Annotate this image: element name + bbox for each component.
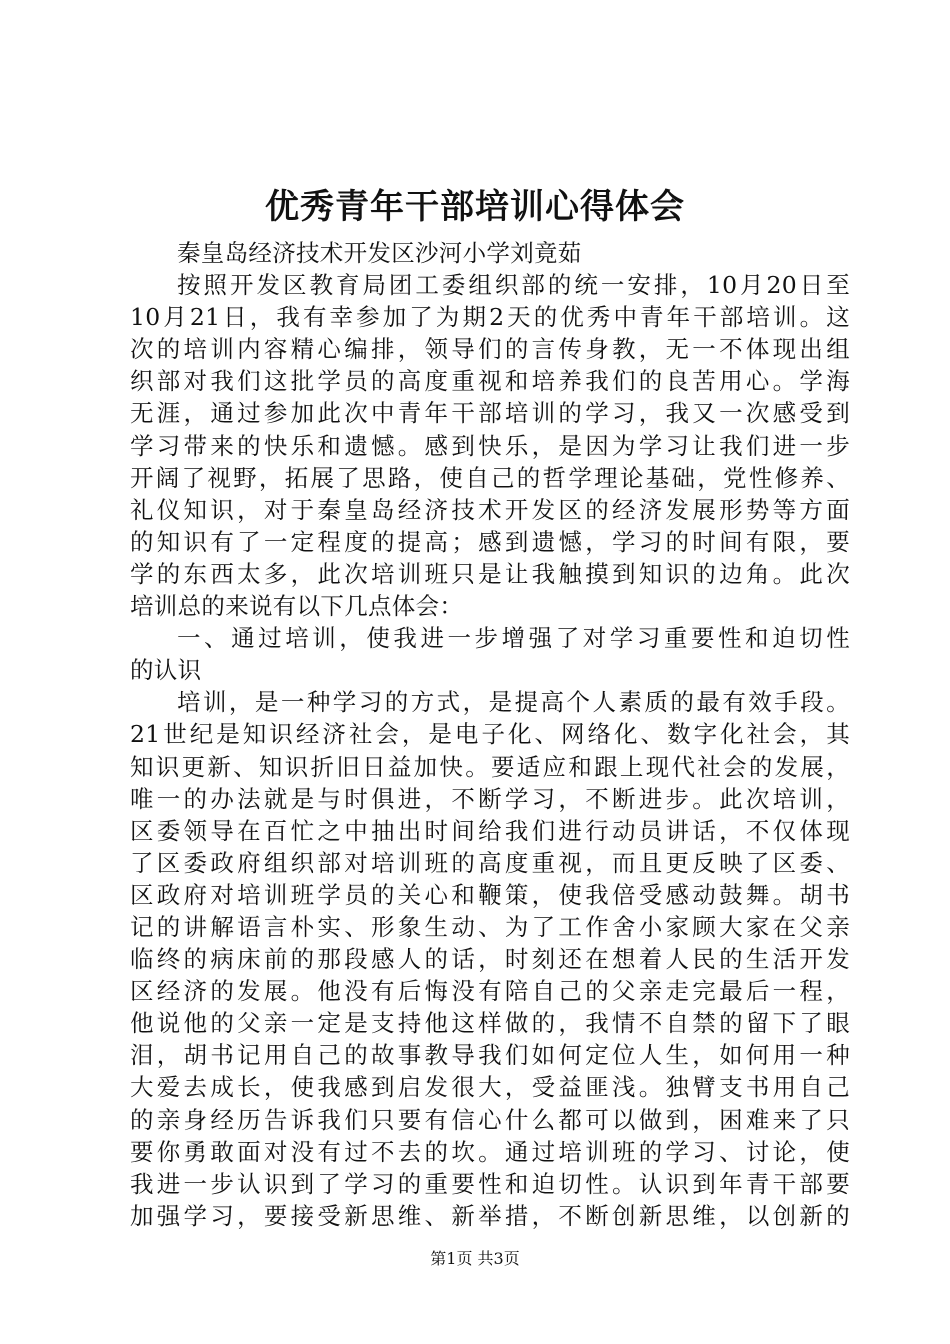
- body-text-line: 21世纪是知识经济社会，是电子化、网络化、数字化社会，其: [130, 720, 850, 749]
- body-text-line: 了区委政府组织部对培训班的高度重视，而且更反映了区委、: [130, 848, 850, 877]
- body-text-line: 秦皇岛经济技术开发区沙河小学刘竟茹: [177, 239, 582, 267]
- body-text-line: 培训总的来说有以下几点体会：: [130, 592, 464, 621]
- body-text-line: 织部对我们这批学员的高度重视和培养我们的良苦用心。学海: [130, 367, 850, 396]
- body-text-line: 加强学习，要接受新思维、新举措，不断创新思维，以创新的: [130, 1201, 850, 1230]
- body-text-line: 礼仪知识，对于秦皇岛经济技术开发区的经济发展形势等方面: [130, 495, 850, 524]
- body-text-line: 的亲身经历告诉我们只要有信心什么都可以做到，困难来了只: [130, 1105, 850, 1134]
- body-text-line: 次的培训内容精心编排，领导们的言传身教，无一不体现出组: [130, 335, 850, 364]
- body-text-line: 的知识有了一定程度的提高；感到遗憾，学习的时间有限，要: [130, 527, 850, 556]
- body-text-line: 临终的病床前的那段感人的话，时刻还在想着人民的生活开发: [130, 945, 850, 974]
- body-text-line: 我进一步认识到了学习的重要性和迫切性。认识到年青干部要: [130, 1169, 850, 1198]
- body-text-line: 学习带来的快乐和遗憾。感到快乐，是因为学习让我们进一步: [130, 431, 850, 460]
- body-text-line: 他说他的父亲一定是支持他这样做的，我情不自禁的留下了眼: [130, 1009, 850, 1038]
- body-text-line: 一、通过培训，使我进一步增强了对学习重要性和迫切性: [177, 624, 850, 653]
- body-text-line: 泪，胡书记用自己的故事教导我们如何定位人生，如何用一种: [130, 1041, 850, 1070]
- body-text-line: 区经济的发展。他没有后悔没有陪自己的父亲走完最后一程，: [130, 977, 850, 1006]
- body-text-line: 记的讲解语言朴实、形象生动、为了工作舍小家顾大家在父亲: [130, 912, 850, 941]
- body-text-line: 大爱去成长，使我感到启发很大，受益匪浅。独臂支书用自己: [130, 1073, 850, 1102]
- body-text-line: 要你勇敢面对没有过不去的坎。通过培训班的学习、讨论，使: [130, 1137, 850, 1166]
- body-text-line: 学的东西太多，此次培训班只是让我触摸到知识的边角。此次: [130, 559, 850, 588]
- page-footer: 第1页 共3页: [430, 1249, 520, 1268]
- body-text-line: 区委领导在百忙之中抽出时间给我们进行动员讲话，不仅体现: [130, 816, 850, 845]
- body-text-line: 培训，是一种学习的方式，是提高个人素质的最有效手段。: [177, 688, 850, 717]
- body-text-line: 的认识: [130, 656, 202, 685]
- document-title: 优秀青年干部培训心得体会: [265, 187, 685, 227]
- body-text-line: 唯一的办法就是与时俱进，不断学习，不断进步。此次培训，: [130, 784, 850, 813]
- body-text-line: 10月21日，我有幸参加了为期2天的优秀中青年干部培训。这: [130, 303, 850, 332]
- document-body: [130, 237, 850, 1232]
- body-text-line: 无涯，通过参加此次中青年干部培训的学习，我又一次感受到: [130, 399, 850, 428]
- body-text-line: 知识更新、知识折旧日益加快。要适应和跟上现代社会的发展，: [130, 752, 850, 781]
- body-text-line: 开阔了视野，拓展了思路，使自己的哲学理论基础，党性修养、: [130, 463, 850, 492]
- body-text-line: 区政府对培训班学员的关心和鞭策，使我倍受感动鼓舞。胡书: [130, 880, 850, 909]
- body-text-line: 按照开发区教育局团工委组织部的统一安排，10月20日至: [177, 271, 850, 300]
